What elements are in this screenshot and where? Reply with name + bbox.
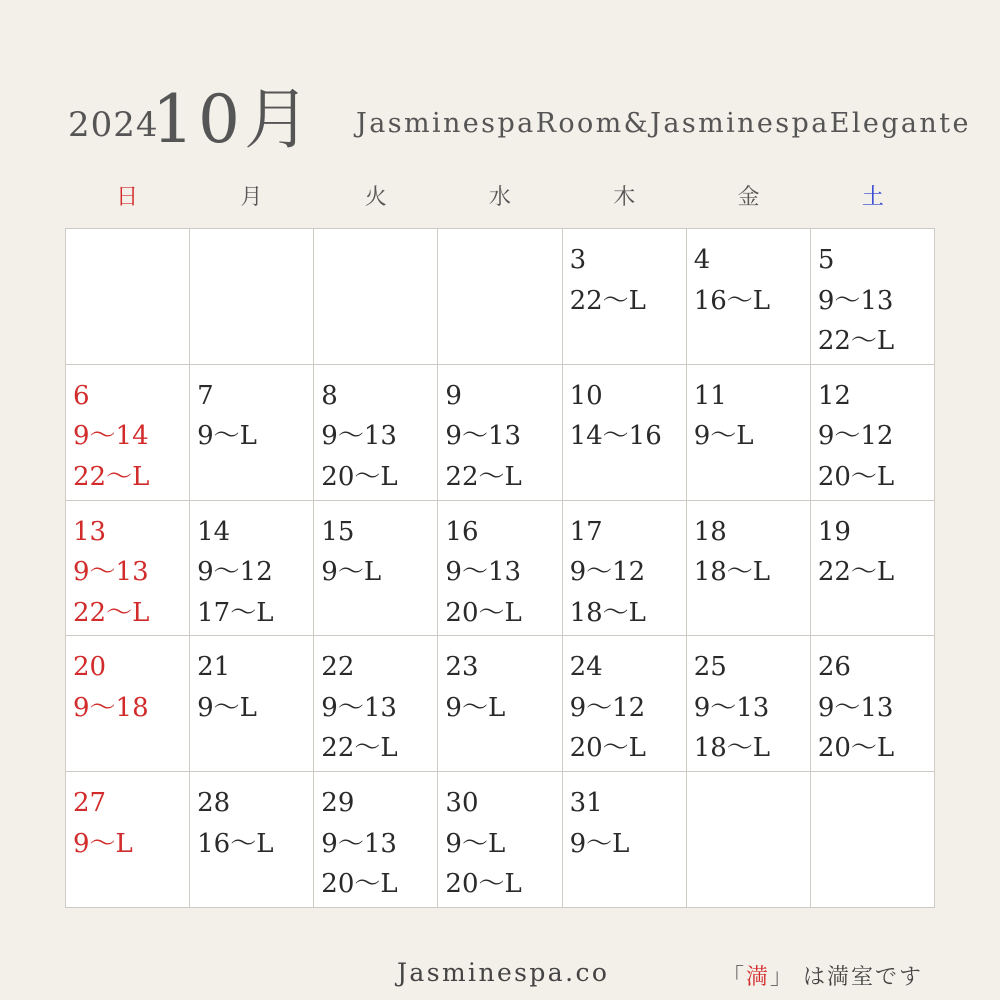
day-number: 24 xyxy=(569,652,603,683)
day-cell xyxy=(438,365,562,501)
time-slot: 9〜12 xyxy=(197,557,273,588)
day-cell xyxy=(314,636,438,772)
time-slot: 20〜L xyxy=(569,733,646,764)
time-slot: 9〜L xyxy=(197,692,257,723)
day-number: 19 xyxy=(817,516,851,547)
day-number: 26 xyxy=(817,652,851,683)
day-number: 17 xyxy=(569,516,603,547)
time-slot: 9〜13 xyxy=(73,557,149,588)
time-slot: 9〜L xyxy=(569,828,630,859)
time-slot: 22〜L xyxy=(73,597,150,628)
time-slot: 9〜12 xyxy=(569,557,646,588)
day-cell xyxy=(66,365,190,501)
day-number: 22 xyxy=(321,652,355,683)
day-number: 3 xyxy=(569,245,587,275)
day-number: 21 xyxy=(197,652,231,683)
day-number: 14 xyxy=(197,516,231,547)
time-slot: 20〜L xyxy=(445,597,522,628)
time-slot: 22〜L xyxy=(569,285,646,316)
time-slot: 9〜18 xyxy=(73,692,149,723)
footer-site: Jasminespa.co xyxy=(397,958,610,987)
time-slot: 9〜13 xyxy=(817,692,894,723)
time-slot: 9〜L xyxy=(445,692,506,723)
weekday-thu: 木 xyxy=(613,185,636,210)
day-cell xyxy=(811,636,935,772)
time-slot: 14〜16 xyxy=(569,421,662,452)
day-cell xyxy=(563,501,687,637)
time-slot: 20〜L xyxy=(321,461,398,492)
day-number: 25 xyxy=(693,652,727,683)
day-cell xyxy=(687,229,811,365)
year-label: 2024 xyxy=(68,105,159,145)
day-cell xyxy=(314,501,438,637)
weekday-header xyxy=(65,180,935,216)
day-number: 8 xyxy=(321,380,338,411)
day-number: 4 xyxy=(693,245,711,275)
day-number: 16 xyxy=(445,516,479,547)
day-number: 30 xyxy=(445,788,479,819)
time-slot: 9〜L xyxy=(73,828,133,859)
weekday-fri: 金 xyxy=(737,185,760,210)
day-cell xyxy=(563,229,687,365)
day-cell xyxy=(563,772,687,908)
time-slot: 20〜L xyxy=(817,733,895,764)
empty-cell xyxy=(811,772,935,908)
day-number: 28 xyxy=(197,788,231,819)
time-slot: 20〜L xyxy=(321,869,398,900)
day-cell xyxy=(314,365,438,501)
empty-cell xyxy=(66,229,190,365)
day-cell xyxy=(687,501,811,637)
time-slot: 9〜L xyxy=(445,828,506,859)
time-slot: 20〜L xyxy=(817,461,895,492)
time-slot: 22〜L xyxy=(817,557,895,588)
weekday-mon: 月 xyxy=(240,185,263,210)
time-slot: 16〜L xyxy=(693,285,771,316)
full-mark: 満 xyxy=(746,965,771,990)
weekday-sun: 日 xyxy=(116,185,139,210)
day-cell xyxy=(66,772,190,908)
time-slot: 9〜12 xyxy=(817,421,894,452)
day-cell xyxy=(438,772,562,908)
calendar-grid xyxy=(65,228,935,908)
day-cell xyxy=(811,229,935,365)
day-number: 9 xyxy=(445,380,462,411)
day-cell xyxy=(66,636,190,772)
time-slot: 9〜13 xyxy=(693,692,770,723)
day-number: 7 xyxy=(197,380,214,411)
time-slot: 16〜L xyxy=(197,828,274,859)
weekday-sat: 土 xyxy=(861,185,884,210)
day-number: 13 xyxy=(73,516,107,547)
day-number: 12 xyxy=(817,380,851,411)
time-slot: 17〜L xyxy=(197,597,274,628)
time-slot: 9〜13 xyxy=(321,692,397,723)
day-cell xyxy=(811,501,935,637)
time-slot: 9〜12 xyxy=(569,692,646,723)
time-slot: 22〜L xyxy=(817,326,895,356)
day-cell xyxy=(190,501,314,637)
time-slot: 9〜L xyxy=(321,557,382,588)
day-number: 5 xyxy=(817,245,835,275)
day-cell xyxy=(314,772,438,908)
weekday-wed: 水 xyxy=(488,185,511,210)
day-number: 15 xyxy=(321,516,355,547)
day-number: 6 xyxy=(73,380,90,411)
day-number: 11 xyxy=(693,380,727,411)
day-cell xyxy=(687,636,811,772)
weekday-tue: 火 xyxy=(364,185,387,210)
time-slot: 18〜L xyxy=(693,733,771,764)
time-slot: 9〜14 xyxy=(73,421,149,452)
time-slot: 18〜L xyxy=(693,557,771,588)
time-slot: 9〜13 xyxy=(321,828,397,859)
time-slot: 9〜13 xyxy=(321,421,397,452)
time-slot: 22〜L xyxy=(73,461,150,492)
day-number: 29 xyxy=(321,788,355,819)
note-open-bracket: 「 xyxy=(722,965,747,990)
day-number: 23 xyxy=(445,652,479,683)
time-slot: 22〜L xyxy=(445,461,522,492)
day-cell xyxy=(563,365,687,501)
footer-note xyxy=(722,960,923,991)
month-label: 10月 xyxy=(152,81,314,158)
time-slot: 18〜L xyxy=(569,597,646,628)
day-cell xyxy=(66,501,190,637)
time-slot: 22〜L xyxy=(321,733,398,764)
time-slot: 9〜13 xyxy=(445,557,522,588)
day-cell xyxy=(190,772,314,908)
note-text: は満室です xyxy=(803,965,924,990)
note-close-bracket: 」 xyxy=(770,965,795,990)
day-number: 10 xyxy=(569,380,603,411)
empty-cell xyxy=(687,772,811,908)
time-slot: 9〜13 xyxy=(445,421,522,452)
subtitle: JasminespaRoom&JasminespaElegante xyxy=(356,108,971,139)
day-cell xyxy=(438,501,562,637)
day-cell xyxy=(687,365,811,501)
day-cell xyxy=(811,365,935,501)
time-slot: 9〜L xyxy=(197,421,257,452)
day-cell xyxy=(190,365,314,501)
empty-cell xyxy=(190,229,314,365)
day-cell xyxy=(438,636,562,772)
day-number: 27 xyxy=(73,788,107,819)
day-number: 31 xyxy=(569,788,603,819)
time-slot: 9〜13 xyxy=(817,285,894,316)
time-slot: 20〜L xyxy=(445,869,522,900)
day-number: 18 xyxy=(693,516,727,547)
empty-cell xyxy=(438,229,562,365)
day-cell xyxy=(190,636,314,772)
day-cell xyxy=(563,636,687,772)
time-slot: 9〜L xyxy=(693,421,754,452)
empty-cell xyxy=(314,229,438,365)
day-number: 20 xyxy=(73,652,107,683)
